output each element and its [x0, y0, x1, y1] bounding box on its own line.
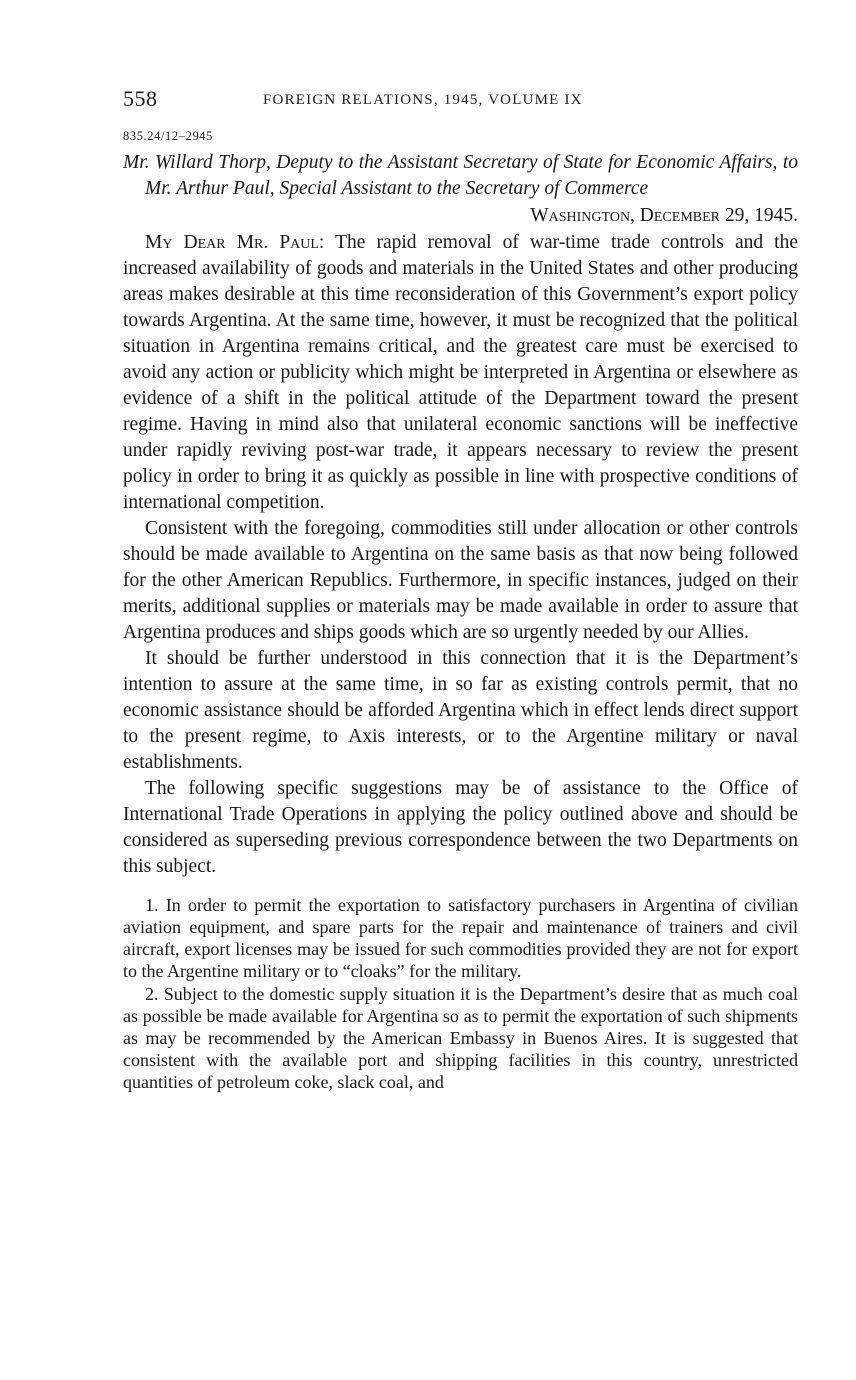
list-item: 1. In order to permit the exportation to satisfactory purchasers in Argentina of civilian aviation equipment, and spare parts for the repair and maintenance of trainers and civil aircraft, export licenses may be issued for such commodities provided they are not for export to the Argentine military or to “cloaks” for the military. — [123, 895, 798, 981]
dateline-text: Washington, December 29, 1945. — [530, 205, 798, 226]
running-head — [123, 86, 798, 118]
paragraph-text: The rapid removal of war-time trade controls and the increased availability of goods and materials in the United States and other producing areas makes desirable at this time reconsideration of this Government’s export policy towards Argentina. At the same time, however, it must be recognized that the political situation in Argentina remains critical, and the greatest care must be exercised to avoid any action or publicity which might be interpreted in Argentina or elsewhere as evidence of a shift in the political attitude of the Department toward the present regime. Having in mind also that unilateral economic sanctions will be ineffective under rapidly reviving post-war trade, it appears necessary to review the present policy in order to bring it as quickly as possible in line with prospective conditions of international competition. — [123, 232, 798, 513]
salutation: My Dear Mr. Paul: — [145, 232, 325, 253]
document-page — [123, 86, 798, 1093]
body-paragraph: Consistent with the foregoing, commodities still under allocation or other controls should be made available to Argentina on the same basis as that now being followed for the other American Republics. Furthermore, in specific instances, judged on their merits, additional supplies or materials may be made available in order to assure that Argentina produces and ships goods which are so urgently needed by our Allies. — [123, 518, 798, 643]
file-number: 835.24/12–2945 — [123, 129, 213, 143]
list-item: 2. Subject to the domestic supply situation it is the Department’s desire that as much coal as possible be made available for Argentina so as to permit the exportation of such shipments as may be recommended by the American Embassy in Buenos Aires. It is suggested that consistent with the available port and shipping facilities in this country, unrestricted quantities of petroleum coke, slack coal, and — [123, 984, 798, 1092]
body-paragraph: The following specific suggestions may be of assistance to the Office of International Trade Operations in applying the policy outlined above and should be considered as superseding previous correspondence between the two Departments on this subject. — [123, 778, 798, 877]
numbered-list — [123, 894, 798, 1093]
body-paragraph — [123, 230, 798, 516]
running-title: FOREIGN RELATIONS, 1945, VOLUME IX — [263, 92, 583, 108]
dateline — [123, 202, 798, 230]
document-heading: Mr. Willard Thorp, Deputy to the Assistant Secretary of State for Economic Affairs, to Mr. Arthur Paul, Special Assistant to the Secretary of Commerce — [123, 152, 798, 199]
body-paragraph: It should be further understood in this connection that it is the Department’s intention to assure at the same time, in so far as existing controls permit, that no economic assistance should be afforded Argentina which in effect lends direct support to the present regime, to Axis interests, or to the Argentine military or naval establishments. — [123, 648, 798, 773]
page-number: 558 — [123, 86, 158, 111]
